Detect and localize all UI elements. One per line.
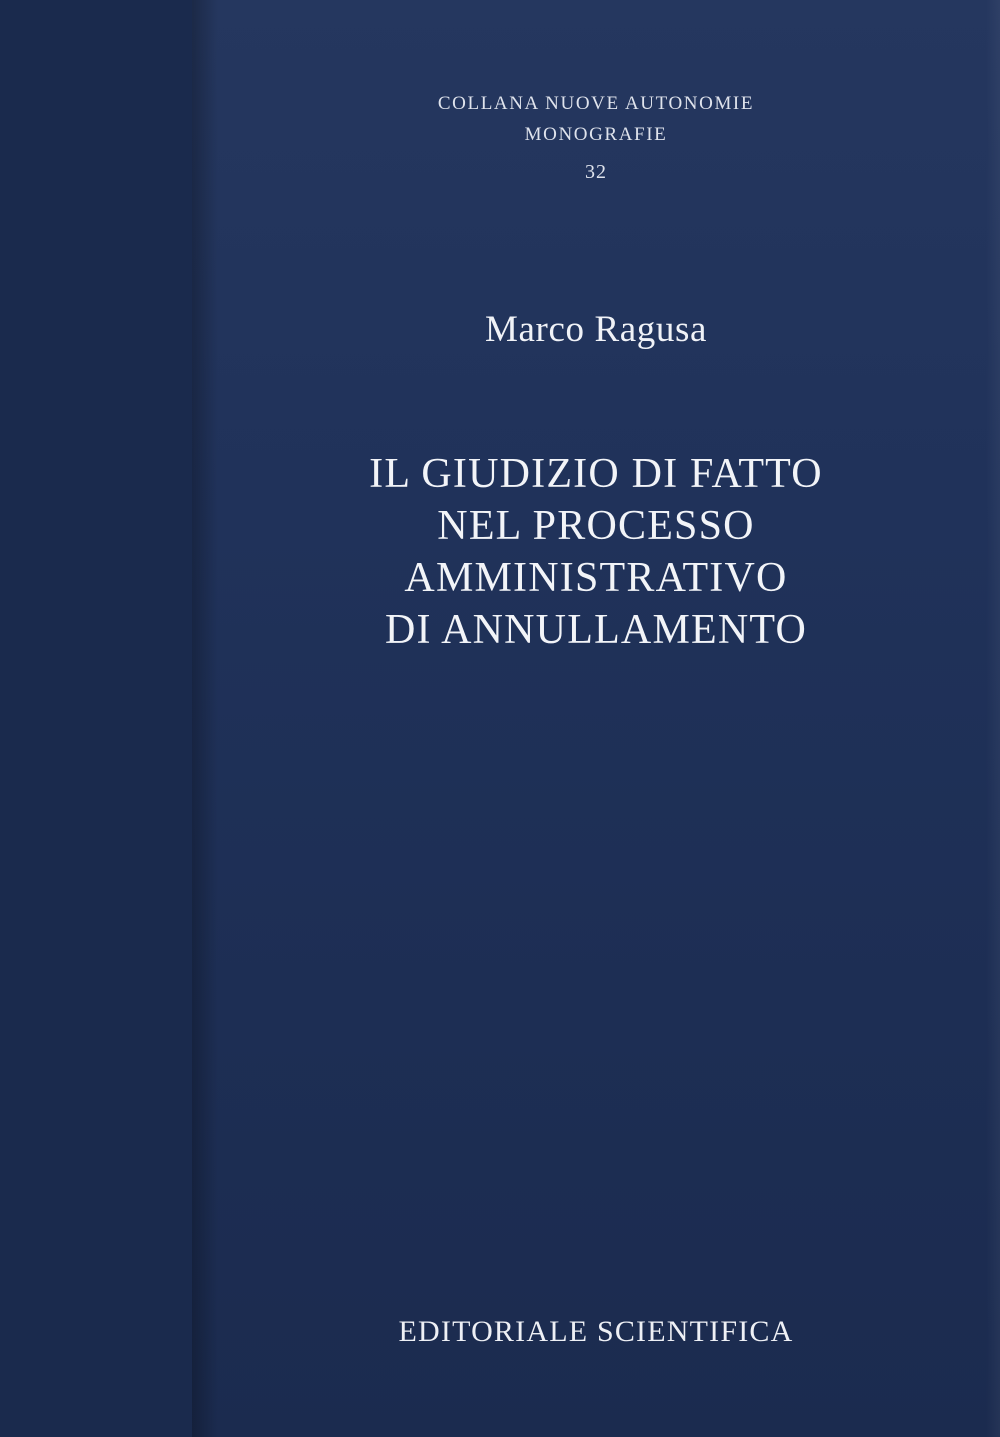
title-line-4: DI ANNULLAMENTO	[384, 607, 808, 653]
cover-spine-band	[0, 0, 192, 1437]
title-line-3: AMMINISTRATIVO	[404, 555, 788, 601]
series-name-line-2: MONOGRAFIE	[524, 124, 668, 145]
publisher-name: EDITORIALE SCIENTIFICA	[398, 1315, 794, 1348]
title-line-1: IL GIUDIZIO DI FATTO	[369, 451, 823, 497]
author-name: Marco Ragusa	[485, 309, 707, 350]
series-block	[192, 88, 1000, 189]
series-name-line-1: COLLANA NUOVE AUTONOMIE	[437, 93, 755, 114]
book-title	[192, 448, 1000, 656]
title-line-2: NEL PROCESSO	[437, 503, 755, 549]
cover-content	[192, 0, 1000, 1437]
series-number: 32	[585, 161, 607, 183]
